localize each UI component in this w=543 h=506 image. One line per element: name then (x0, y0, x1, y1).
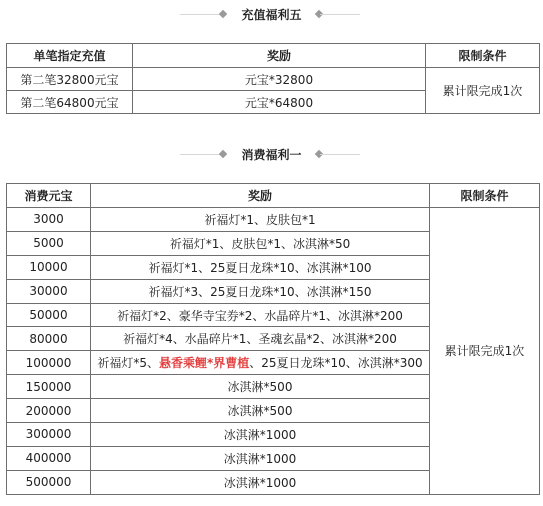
reward-cell: 冰淇淋*1000 (91, 423, 430, 447)
consumption-table (6, 183, 540, 495)
amount-cell: 30000 (7, 279, 91, 303)
divider-line (320, 14, 360, 15)
amount-cell: 50000 (7, 303, 91, 327)
reward-cell: 冰淇淋*500 (91, 399, 430, 423)
divider-line (320, 154, 360, 155)
column-header: 限制条件 (426, 44, 540, 68)
section-heading: 充值福利五 (241, 8, 302, 22)
amount-cell: 200000 (7, 399, 91, 423)
reward-cell: 冰淇淋*1000 (91, 470, 430, 494)
column-header: 奖励 (133, 44, 426, 68)
reward-cell: 冰淇淋*1000 (91, 446, 430, 470)
reward-cell: 祈福灯*2、豪华寺宝券*2、水晶碎片*1、冰淇淋*200 (91, 303, 430, 327)
limit-cell: 累计限完成1次 (430, 208, 540, 495)
amount-cell: 3000 (7, 208, 91, 232)
amount-cell: 400000 (7, 446, 91, 470)
reward-text: 、25夏日龙珠*10、冰淇淋*300 (249, 356, 423, 371)
table-header-row (7, 184, 540, 208)
column-header: 单笔指定充值 (7, 44, 133, 68)
table-row (7, 208, 540, 232)
reward-cell: 祈福灯*4、水晶碎片*1、圣魂玄晶*2、冰淇淋*200 (91, 327, 430, 351)
section-title-consumption (0, 145, 543, 163)
section-title-recharge (0, 5, 543, 23)
reward-highlight-text: 悬香乘鲤*界曹植 (158, 356, 250, 371)
amount-cell: 500000 (7, 470, 91, 494)
amount-cell: 150000 (7, 375, 91, 399)
amount-cell: 300000 (7, 423, 91, 447)
column-header: 限制条件 (430, 184, 540, 208)
table-header-row (7, 44, 540, 68)
column-header: 奖励 (91, 184, 430, 208)
column-header: 消费元宝 (7, 184, 91, 208)
recharge-table (6, 43, 540, 114)
reward-cell (91, 351, 430, 375)
reward-cell: 祈福灯*3、25夏日龙珠*10、冰淇淋*150 (91, 279, 430, 303)
amount-cell: 10000 (7, 255, 91, 279)
reward-cell: 元宝*32800 (133, 68, 426, 91)
amount-cell: 第二笔64800元宝 (7, 91, 133, 114)
section-heading: 消费福利一 (241, 148, 302, 162)
amount-cell: 100000 (7, 351, 91, 375)
reward-cell: 元宝*64800 (133, 91, 426, 114)
reward-text: 祈福灯*5、 (97, 356, 159, 371)
reward-cell: 冰淇淋*500 (91, 375, 430, 399)
limit-cell: 累计限完成1次 (426, 68, 540, 114)
reward-cell: 祈福灯*1、皮肤包*1、冰淇淋*50 (91, 231, 430, 255)
amount-cell: 80000 (7, 327, 91, 351)
reward-cell: 祈福灯*1、25夏日龙珠*10、冰淇淋*100 (91, 255, 430, 279)
reward-cell: 祈福灯*1、皮肤包*1 (91, 208, 430, 232)
amount-cell: 第二笔32800元宝 (7, 68, 133, 91)
table-row (7, 68, 540, 91)
amount-cell: 5000 (7, 231, 91, 255)
